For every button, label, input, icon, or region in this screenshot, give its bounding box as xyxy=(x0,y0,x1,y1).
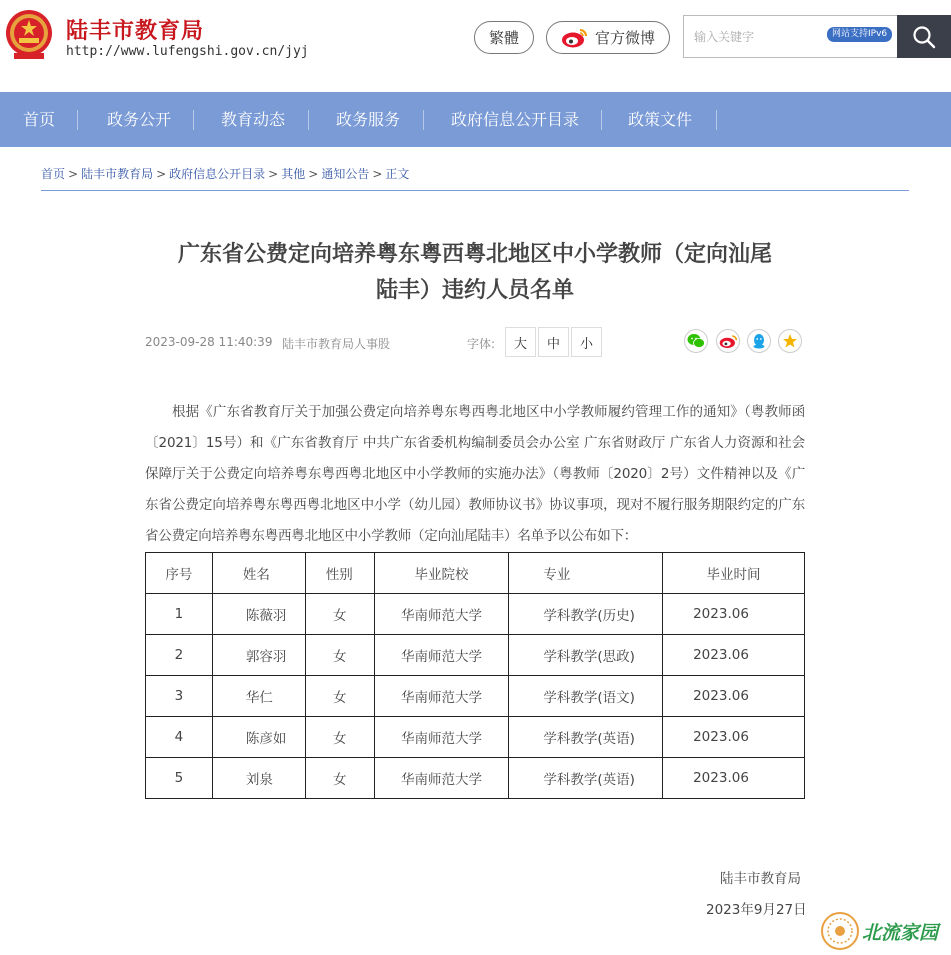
article-title-line1: 广东省公费定向培养粤东粤西粤北地区中小学教师（定向汕尾 xyxy=(177,242,772,267)
share-qq-button[interactable] xyxy=(747,329,771,353)
cell-index: 2 xyxy=(146,635,213,676)
breadcrumb-separator: > xyxy=(268,167,279,181)
search-box xyxy=(683,15,897,58)
national-emblem-icon[interactable] xyxy=(4,7,54,61)
share-qzone-button[interactable] xyxy=(778,329,802,353)
cell-graduation: 2023.06 xyxy=(663,758,805,799)
nav-separator xyxy=(193,110,194,130)
cell-graduation: 2023.06 xyxy=(663,635,805,676)
breadcrumb-divider xyxy=(41,190,909,191)
main-nav xyxy=(0,92,951,147)
cell-gender: 女 xyxy=(305,758,374,799)
signature-date: 2023年9月27日 xyxy=(706,902,807,918)
cell-index: 5 xyxy=(146,758,213,799)
cell-school: 华南师范大学 xyxy=(374,758,509,799)
header-school: 毕业院校 xyxy=(374,553,509,594)
header-gender: 性别 xyxy=(305,553,374,594)
publish-date: 2023-09-28 11:40:39 xyxy=(145,335,273,349)
cell-school: 华南师范大学 xyxy=(374,594,509,635)
nav-separator xyxy=(308,110,309,130)
header-name: 姓名 xyxy=(212,553,305,594)
cell-graduation: 2023.06 xyxy=(663,594,805,635)
font-large-button[interactable]: 大 xyxy=(505,327,536,357)
official-weibo-button[interactable] xyxy=(546,21,670,54)
breadcrumb-current: 正文 xyxy=(385,167,410,181)
breadcrumb xyxy=(41,165,409,182)
breadcrumb-separator: > xyxy=(68,167,79,181)
breadcrumb-separator: > xyxy=(308,167,319,181)
header-graduation: 毕业时间 xyxy=(663,553,805,594)
breadcrumb-separator: > xyxy=(156,167,167,181)
share-weibo-button[interactable] xyxy=(716,329,740,353)
breadcrumb-other[interactable]: 其他 xyxy=(281,167,306,181)
search-button[interactable] xyxy=(897,15,951,58)
nav-item-home[interactable]: 首页 xyxy=(23,110,56,129)
table-row xyxy=(146,676,805,717)
nav-item-government-affairs[interactable]: 政务公开 xyxy=(107,110,172,129)
cell-major: 学科教学(历史) xyxy=(509,594,663,635)
ipv6-badge: 网站支持IPv6 xyxy=(827,27,892,42)
table-row xyxy=(146,594,805,635)
cell-name: 郭容羽 xyxy=(212,635,305,676)
site-url: http://www.lufengshi.gov.cn/jyj xyxy=(66,44,309,59)
nav-separator xyxy=(601,110,602,130)
official-weibo-label: 官方微博 xyxy=(594,29,655,47)
breadcrumb-separator: > xyxy=(372,167,383,181)
cell-gender: 女 xyxy=(305,594,374,635)
site-header xyxy=(0,0,951,92)
cell-major: 学科教学(英语) xyxy=(509,717,663,758)
watermark-logo xyxy=(820,910,948,952)
nav-item-policy-documents[interactable]: 政策文件 xyxy=(628,110,693,129)
header-index: 序号 xyxy=(146,553,213,594)
site-title[interactable]: 陆丰市教育局 xyxy=(66,19,205,44)
weibo-icon xyxy=(719,334,737,349)
cell-school: 华南师范大学 xyxy=(374,676,509,717)
cell-index: 4 xyxy=(146,717,213,758)
breadcrumb-bureau[interactable]: 陆丰市教育局 xyxy=(81,167,154,181)
qq-icon xyxy=(752,333,766,349)
table-row xyxy=(146,758,805,799)
breadcrumb-info-disclosure[interactable]: 政府信息公开目录 xyxy=(169,167,266,181)
cell-name: 华仁 xyxy=(212,676,305,717)
nav-separator xyxy=(77,110,78,130)
cell-major: 学科教学(语文) xyxy=(509,676,663,717)
breadcrumb-notices[interactable]: 通知公告 xyxy=(321,167,370,181)
search-icon xyxy=(912,25,936,49)
nav-item-government-services[interactable]: 政务服务 xyxy=(336,110,401,129)
cell-graduation: 2023.06 xyxy=(663,717,805,758)
cell-school: 华南师范大学 xyxy=(374,717,509,758)
nav-separator xyxy=(423,110,424,130)
table-row xyxy=(146,635,805,676)
font-medium-button[interactable]: 中 xyxy=(538,327,569,357)
cell-major: 学科教学(思政) xyxy=(509,635,663,676)
cell-name: 陈彦如 xyxy=(212,717,305,758)
cell-name: 刘泉 xyxy=(212,758,305,799)
signature-org: 陆丰市教育局 xyxy=(720,871,801,887)
article-title xyxy=(140,237,810,309)
nav-separator xyxy=(716,110,717,130)
font-size-label: 字体: xyxy=(467,337,496,351)
watermark-text: 北流家园 xyxy=(862,922,939,944)
wechat-icon xyxy=(687,333,705,349)
traditional-chinese-button[interactable]: 繁體 xyxy=(474,21,534,54)
cell-graduation: 2023.06 xyxy=(663,676,805,717)
violators-table xyxy=(145,552,805,799)
article-source: 陆丰市教育局人事股 xyxy=(282,337,391,351)
article-body: 根据《广东省教育厅关于加强公费定向培养粤东粤西粤北地区中小学教师履约管理工作的通知》（粤教师函〔2021〕15号）和《广东省教育厅 中共广东省委机构编制委员会办公室 广东省财政厅 广东省人力资源和社会保障厅关于公费定向培养粤东粤西粤北地区中小学教师的实施办法》（粤教师〔2020〕2号）文件精神以及《广东省公费定向培养粤东粤西粤北地区中小学（幼儿园）教师协议书》协议事项，现对不履行服务期限约定的广东省公费定向培养粤东粤西粤北地区中小学教师（定向汕尾陆丰）名单予以公布如下： xyxy=(145,404,805,544)
nav-item-education-news[interactable]: 教育动态 xyxy=(221,110,286,129)
share-wechat-button[interactable] xyxy=(684,329,708,353)
qzone-icon xyxy=(782,333,798,349)
table-header-row xyxy=(146,553,805,594)
cell-major: 学科教学(英语) xyxy=(509,758,663,799)
cell-name: 陈薇羽 xyxy=(212,594,305,635)
cell-index: 1 xyxy=(146,594,213,635)
font-small-button[interactable]: 小 xyxy=(571,327,602,357)
header-major: 专业 xyxy=(509,553,663,594)
cell-school: 华南师范大学 xyxy=(374,635,509,676)
cell-gender: 女 xyxy=(305,717,374,758)
cell-gender: 女 xyxy=(305,676,374,717)
search-input[interactable] xyxy=(694,27,824,47)
cell-gender: 女 xyxy=(305,635,374,676)
weibo-icon xyxy=(561,28,587,48)
nav-item-info-disclosure[interactable]: 政府信息公开目录 xyxy=(451,110,580,129)
cell-index: 3 xyxy=(146,676,213,717)
table-row xyxy=(146,717,805,758)
article-title-line2: 陆丰）违约人员名单 xyxy=(375,278,574,303)
breadcrumb-home[interactable]: 首页 xyxy=(41,167,66,181)
